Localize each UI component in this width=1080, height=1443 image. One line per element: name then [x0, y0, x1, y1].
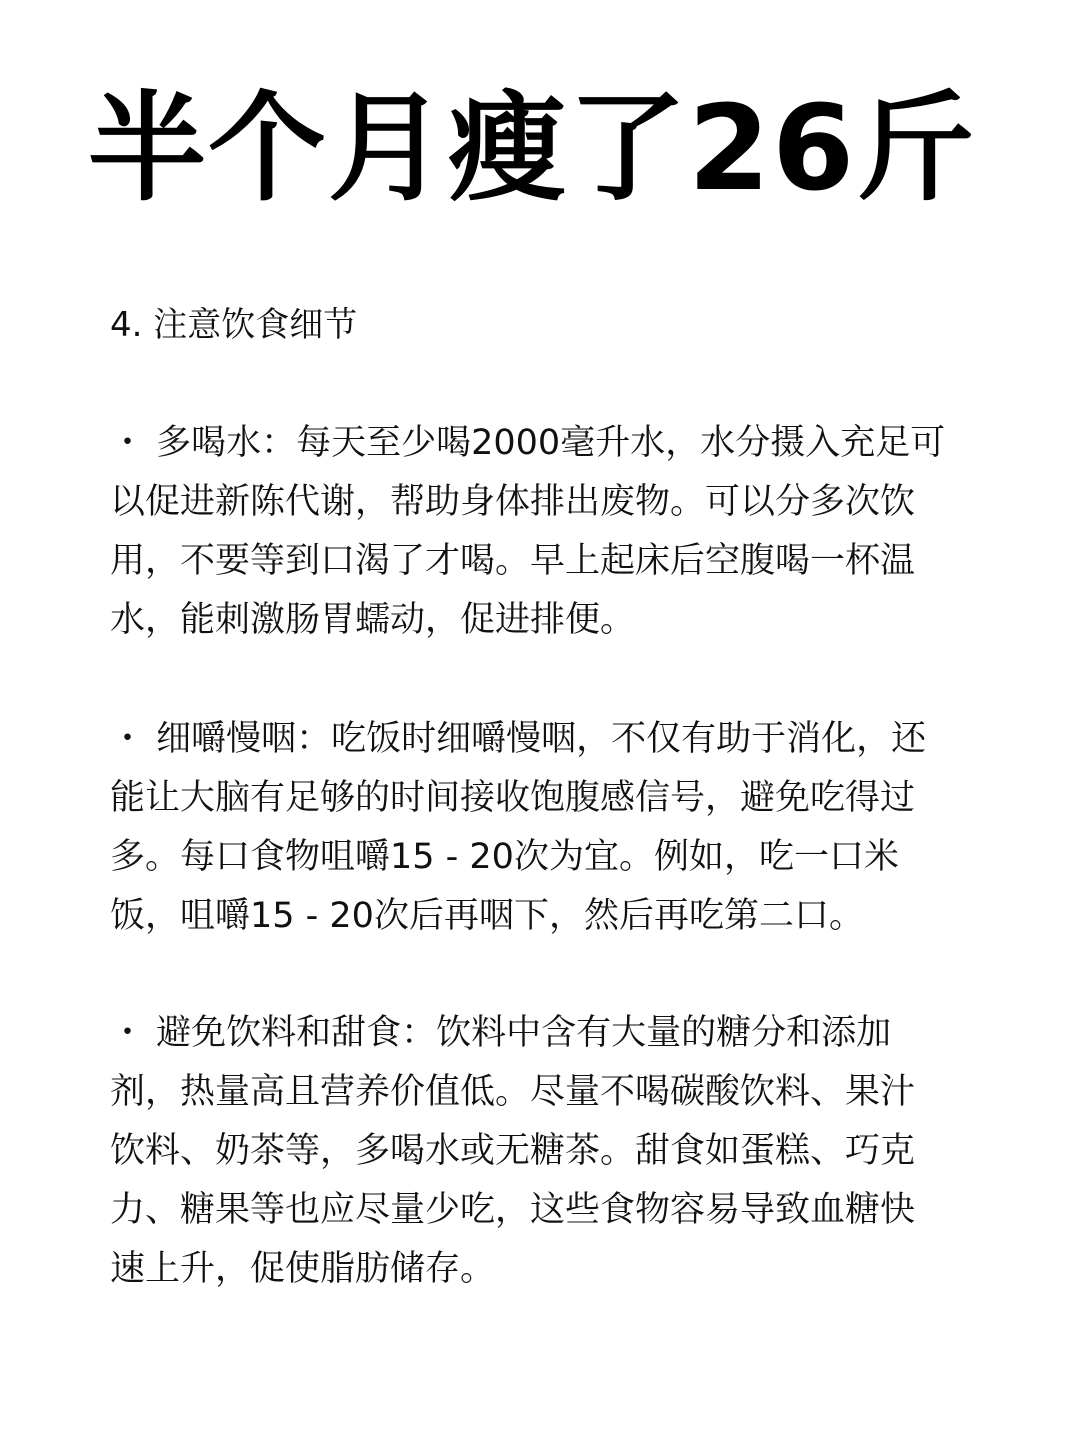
text-line: 力、糖果等也应尽量少吃，这些食物容易导致血糖快 — [110, 1190, 916, 1230]
text-line: ・ 多喝水：每天至少喝2000毫升水，水分摄入充足可 — [110, 423, 946, 463]
text-line: 能让大脑有足够的时间接收饱腹感信号，避免吃得过 — [110, 778, 916, 818]
tip-chew-slowly — [110, 710, 960, 946]
text-line: 多。每口食物咀嚼15 - 20次为宜。例如，吃一口米 — [110, 837, 899, 877]
tip-drink-water — [110, 414, 960, 650]
section-heading: 4. 注意饮食细节 — [110, 305, 358, 345]
page-title: 半个月瘦了26斤 — [88, 79, 977, 217]
text-line: 水，能刺激肠胃蠕动，促进排便。 — [110, 600, 636, 640]
text-line: ・ 避免饮料和甜食：饮料中含有大量的糖分和添加 — [110, 1013, 892, 1053]
text-line: 剂，热量高且营养价值低。尽量不喝碳酸饮料、果汁 — [110, 1072, 916, 1112]
text-line: 以促进新陈代谢，帮助身体排出废物。可以分多次饮 — [110, 482, 916, 522]
tip-avoid-sweets — [110, 1004, 960, 1299]
text-line: 饮料、奶茶等，多喝水或无糖茶。甜食如蛋糕、巧克 — [110, 1131, 916, 1171]
text-line: 用，不要等到口渴了才喝。早上起床后空腹喝一杯温 — [110, 541, 916, 581]
text-line: 速上升，促使脂肪储存。 — [110, 1249, 496, 1289]
text-line: ・ 细嚼慢咽：吃饭时细嚼慢咽，不仅有助于消化，还 — [110, 719, 927, 759]
text-line: 饭，咀嚼15 - 20次后再咽下，然后再吃第二口。 — [110, 896, 864, 936]
